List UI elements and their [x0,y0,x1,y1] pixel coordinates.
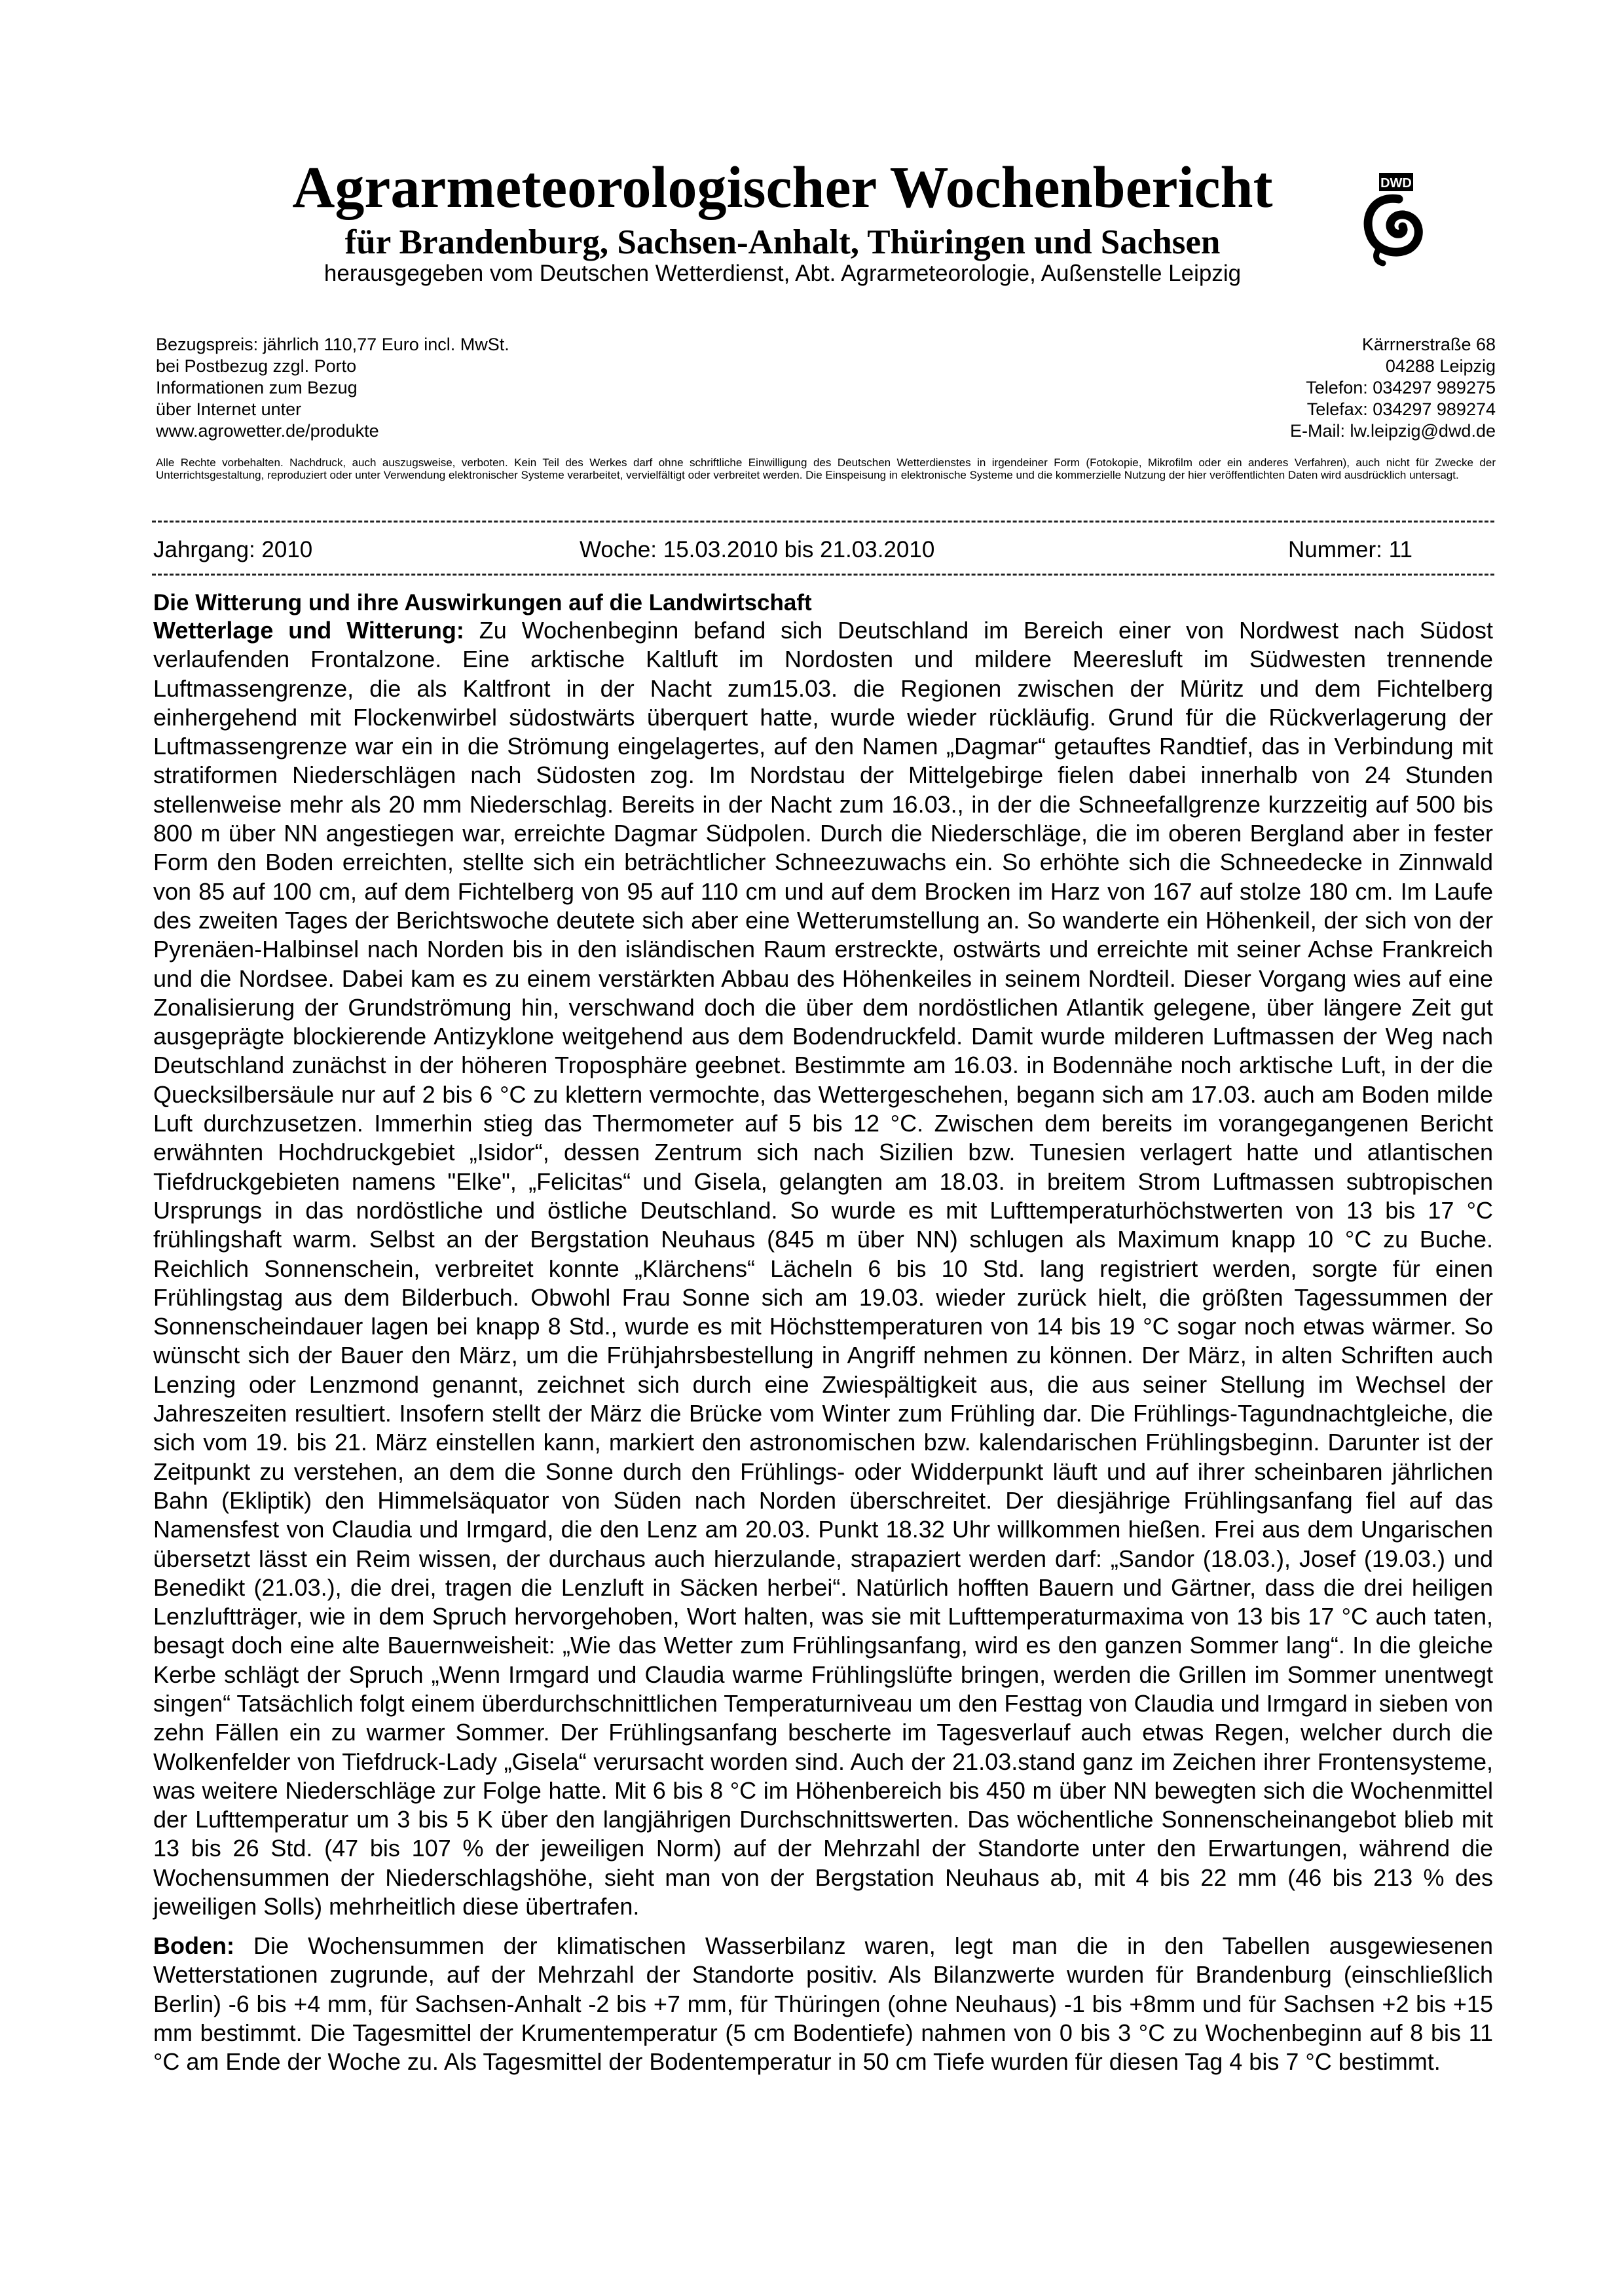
wetterlage-text: Zu Wochenbeginn befand sich Deutschland im Bereich einer von Nordwest nach Südost verlaufenden Frontalzone. Eine arktische Kaltluft im Nordosten und mildere Meeresluft im Südwesten trennende Luftmassengrenze, die als Kaltfront in der Nacht zum15.03. die Regionen zwischen der Müritz und dem Fichtelberg einhergehend mit Flockenwirbel südostwärts überquert hatte, wurde wieder rückläufig. Grund für die Rückverlagerung der Luftmassengrenze war ein in die Strömung eingelagertes, auf den Namen „Dagmar“ getauftes Randtief, das in Verbindung mit stratiformen Niederschlägen nach Südosten zog. Im Nordstau der Mittelgebirge fielen dabei innerhalb von 24 Stunden stellenweise mehr als 20 mm Niederschlag. Bereits in der Nacht zum 16.03., in der die Schneefallgrenze kurzzeitig auf 500 bis 800 m über NN angestiegen war, erreichte Dagmar Südpolen. Durch die Niederschläge, die im oberen Bergland aber in fester Form den Boden erreichten, stellte sich ein beträchtlicher Schneezuwachs ein. So erhöhte sich die Schneedecke in Zinnwald von 85 auf 100 cm, auf dem Fichtelberg von 95 auf 110 cm und auf dem Brocken im Harz von 167 auf stolze 180 cm. Im Laufe des zweiten Tages der Berichtswoche deutete sich aber eine Wetterumstellung an. So wanderte ein Höhenkeil, der sich von der Pyrenäen-Halbinsel nach Norden bis in den isländischen Raum erstreckte, ostwärts und erreichte mit seiner Achse Frankreich und die Nordsee. Dabei kam es zu einem verstärkten Abbau des Höhenkeiles in seinem Nordteil. Dieser Vorgang wies auf eine Zonalisierung der Grundströmung hin, verschwand doch die über dem nordöstlichen Atlantik gelegene, über längere Zeit gut ausgeprägte blockierende Antizyklone weitgehend aus dem Bodendruckfeld. Damit wurde milderen Luftmassen der Weg nach Deutschland zunächst in der höheren Troposphäre geebnet. Bestimmte am 16.03. in Bodennähe noch arktische Luft, in der die Quecksilbersäule nur auf 2 bis 6 °C zu klettern vermochte, das Wettergeschehen, begann sich am 17.03. auch am Boden milde Luft durchzusetzen. Immerhin stieg das Thermometer auf 5 bis 12 °C. Zwischen dem bereits im vorangegangenen Bericht erwähnten Hochdruckgebiet „Isidor“, dessen Zentrum sich nach Sizilien bzw. Tunesien verlagert hatte und atlantischen Tiefdruckgebieten namens "Elke", „Felicitas“ und Gisela, gelangten am 18.03. in breitem Strom Luftmassen subtropischen Ursprungs in das nordöstliche und östliche Deutschland. So wurde es mit Lufttemperaturhöchstwerten von 13 bis 17 °C frühlingshaft warm. Selbst an der Bergstation Neuhaus (845 m über NN) schlugen als Maximum knapp 10 °C zu Buche. Reichlich Sonnenschein, verbreitet konnte „Klärchens“ Lächeln 6 bis 10 Std. lang registriert werden, sorgte für einen Frühlingstag aus dem Bilderbuch. Obwohl Frau Sonne sich am 19.03. wieder zurück hielt, die größten Tagessummen der Sonnenscheindauer lagen bei knapp 8 Std., wurde es mit Höchsttemperaturen von 14 bis 19 °C sogar noch etwas wärmer. So wünscht sich der Bauer den März, um die Frühjahrsbestellung in Angriff nehmen zu können. Der März, in alten Schriften auch Lenzing oder Lenzmond genannt, zeichnet sich durch eine Zwiespältigkeit aus, die aus seiner Stellung im Wechsel der Jahreszeiten resultiert. Insofern stellt der März die Brücke vom Winter zum Frühling dar. Die Frühlings-Tagundnachtgleiche, die sich vom 19. bis 21. März einstellen kann, markiert den astronomischen bzw. kalendarischen Frühlingsbeginn. Darunter ist der Zeitpunkt zu verstehen, an dem die Sonne durch den Frühlings- oder Widderpunkt läuft und auf ihrer scheinbaren jährlichen Bahn (Ekliptik) den Himmelsäquator von Süden nach Norden überschreitet. Der diesjährige Frühlingsanfang fiel auf das Namensfest von Claudia und Irmgard, die den Lenz am 20.03. Punkt 18.32 Uhr willkommen hießen. Frei aus dem Ungarischen übersetzt lässt ein Reim wissen, der durchaus auch hierzulande, strapaziert werden darf: „Sandor (18.03.), Josef (19.03.) und Benedikt (21.03.), die drei, tragen die Lenzluft in Säcken herbei“. Natürlich hofften Bauern und Gärtner, dass die drei heiligen Lenzluftträger, wie in dem Spruch hervorgehoben, Wort halten, was sie mit Lufttemperaturmaxima von 13 bis 17 °C auch taten, besagt doch eine alte Bauernweisheit: „Wie das Wetter zum Frühlingsanfang, wird es den ganzen Sommer lang“. In die gleiche Kerbe schlägt der Spruch „Wenn Irmgard und Claudia warme Frühlingslüfte bringen, werden die Grillen im Sommer unentwegt singen“ Tatsächlich folgt einem überdurchschnittlichen Temperaturniveau um den Festtag von Claudia und Irmgard in sieben von zehn Fällen ein zu warmer Sommer. Der Frühlingsanfang bescherte im Tagesverlauf auch etwas Regen, welcher durch die Wolkenfelder von Tiefdruck-Lady „Gisela“ verursacht worden sind. Auch der 21.03.stand ganz im Zeichen ihrer Frontensysteme, was weitere Niederschläge zur Folge hatte. Mit 6 bis 8 °C im Höhenbereich bis 450 m über NN bewegten sich die Wochenmittel der Lufttemperatur um 3 bis 5 K über den langjährigen Durchschnittswerten. Das wöchentliche Sonnenscheinangebot blieb mit 13 bis 26 Std. (47 bis 107 % der jeweiligen Norm) auf der Mehrzahl der Standorte unter den Erwartungen, während die Wochensummen der Niederschlagshöhe, sieht man von der Bergstation Neuhaus ab, mit 4 bis 22 mm (46 bis 213 % des jeweiligen Solls) mehrheitlich diese übertrafen. [153,617,1493,1920]
section-wetterlage [153,616,1493,1921]
subscription-postage: bei Postbezug zzgl. Porto [156,356,357,376]
issue-number: Nummer: 11 [1288,537,1412,562]
subscription-info-label: Informationen zum Bezug [156,378,358,397]
address-fax: Telefax: 034297 989274 [1306,399,1496,419]
subscription-url: www.agrowetter.de/produkte [156,421,379,441]
address-phone: Telefon: 034297 989275 [1306,378,1496,397]
issue-year: Jahrgang: 2010 [153,537,313,562]
subscription-internet-label: über Internet unter [156,399,302,419]
address-city: 04288 Leipzig [1385,356,1496,376]
report-subtitle: für Brandenburg, Sachsen-Anhalt, Thüringen und Sachsen [344,223,1221,261]
boden-text: Die Wochensummen der klimatischen Wasserbilanz waren, legt man die in den Tabellen ausgewiesenen Wetterstationen zugrunde, auf der Mehrzahl der Standorte positiv. Als Bilanzwerte wurden für Brandenburg (einschließlich Berlin) -6 bis +4 mm, für Sachsen-Anhalt -2 bis +7 mm, für Thüringen (ohne Neuhaus) -1 bis +8mm und für Sachsen +2 bis +15 mm bestimmt. Die Tagesmittel der Krumentemperatur (5 cm Bodentiefe) nahmen von 0 bis 3 °C zu Wochenbeginn auf 8 bis 11 °C am Ende der Woche zu. Als Tagesmittel der Bodentemperatur in 50 cm Tiefe wurden für diesen Tag 4 bis 7 °C bestimmt. [153,1932,1493,2076]
subscription-info [156,334,509,442]
report-heading: Die Witterung und ihre Auswirkungen auf die Landwirtschaft [153,590,812,615]
publisher-line: herausgegeben vom Deutschen Wetterdienst, Abt. Agrarmeteorologie, Außenstelle Leipzig [323,261,1242,286]
divider-top [152,521,1494,523]
report-title: Agrarmeteorologischer Wochenbericht [292,155,1273,220]
contact-address [1290,334,1496,442]
section-boden [153,1932,1493,2076]
dwd-logo [1361,170,1426,268]
legal-notice: Alle Rechte vorbehalten. Nachdruck, auch auszugsweise, verboten. Kein Teil des Werkes darf ohne schriftliche Einwilligung des Deutschen Wetterdienstes in irgendeiner Form (Fotokopie, Mikrofilm oder ein anderes Verfahren), auch nicht für Zwecke der Unterrichtsgestaltung, reproduziert oder unter Verwendung elektronischer Systeme verarbeitet, vervielfältigt oder verbreitet werden. Die Einspeisung in elektronische Systeme und die kommerzielle Nutzung der hier veröffentlichten Daten wird ausdrücklich untersagt. [156,456,1496,481]
wetterlage-label: Wetterlage und Witterung: [153,617,464,644]
svg-text:DWD: DWD [1380,176,1412,191]
address-street: Kärrnerstraße 68 [1361,335,1496,354]
subscription-price: Bezugspreis: jährlich 110,77 Euro incl. MwSt. [156,335,509,354]
issue-week: Woche: 15.03.2010 bis 21.03.2010 [580,537,935,562]
divider-bottom [152,574,1494,576]
address-email: E-Mail: lw.leipzig@dwd.de [1289,421,1496,441]
boden-label: Boden: [153,1932,234,1959]
